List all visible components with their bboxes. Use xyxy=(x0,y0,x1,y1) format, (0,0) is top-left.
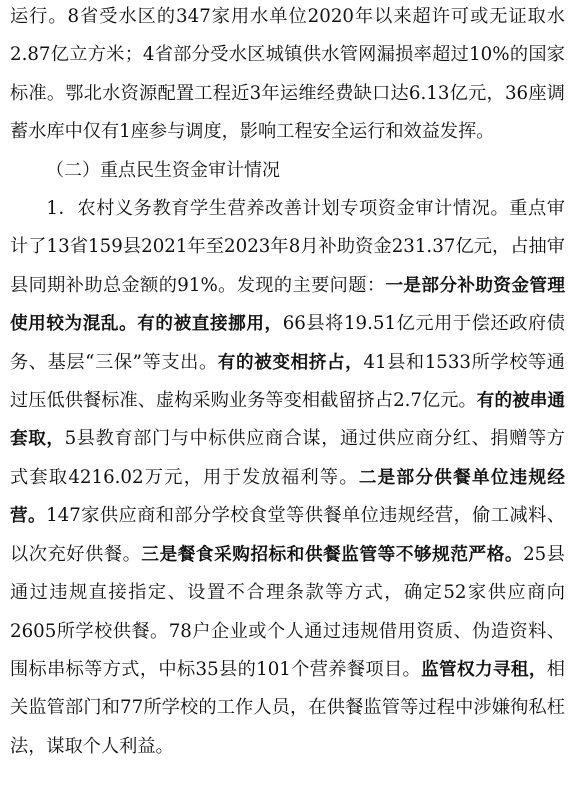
paragraph-water-projects-text: 运行。8省受水区的347家用水单位2020年以来超许可或无证取水2.87亿立方米；4省部分受水区城镇供水管网漏损率超过10%的国家标准。鄂北水资源配置工程近3年运维经费缺口达6.13亿元，36座调蓄水库中仅有1座参与调度，影响工程安全运行和效益发挥。 xyxy=(10,6,565,143)
bold-finding-diversion: 有的被变相挤占， xyxy=(217,352,364,373)
bold-finding-2: 二是部分供餐单位违规经营。 xyxy=(10,467,565,527)
text-segment: 1．农村义务教育学生营养改善计划专项资金审计情况。重点审计了13省159县2021年至2023年8月补助资金231.37亿元，占抽审县同期补助总金额的91%。发现的主要问题： xyxy=(10,198,565,296)
text-segment: 147家供应商和部分学校食堂等供餐单位违规经营，偷工减料、以次充好供餐。 xyxy=(10,505,565,565)
text-segment: 66县将19.51亿元用于偿还政府债务、基层“三保”等支出。 xyxy=(10,313,565,373)
text-segment: 5县教育部门与中标供应商合谋，通过供应商分红、捐赠等方式套取4216.02万元，用于发放福利等。 xyxy=(10,428,565,488)
text-segment: 相关监管部门和77所学校的工作人员，在供餐监管等过程中涉嫌徇私枉法，谋取个人利益。 xyxy=(10,658,565,757)
bold-finding-1: 一是部分补助资金管理使用较为混乱。 xyxy=(10,275,565,335)
bold-finding-rent-seeking: 监管权力寻租， xyxy=(421,659,547,680)
paragraph-nutrition-audit xyxy=(10,190,565,766)
paragraph-water-projects xyxy=(10,0,565,152)
document-page xyxy=(10,0,565,766)
bold-finding-misappropriation: 有的被直接挪用， xyxy=(137,314,283,335)
bold-finding-3: 三是餐食采购招标和供餐监管等不够规范严格。 xyxy=(141,544,524,565)
bold-finding-collusion: 有的被串通套取， xyxy=(10,391,565,450)
section-heading: （二）重点民生资金审计情况 xyxy=(46,159,280,181)
text-segment: 25县通过违规直接指定、设置不合理条款等方式，确定52家供应商向2605所学校供餐。78户企业或个人通过违规借用资质、伪造资料、围标串标等方式，中标35县的101个营养餐项目。 xyxy=(10,543,565,680)
text-segment: 41县和1533所学校等通过压低供餐标准、虚构采购业务等变相截留挤占2.7亿元。 xyxy=(10,351,565,412)
